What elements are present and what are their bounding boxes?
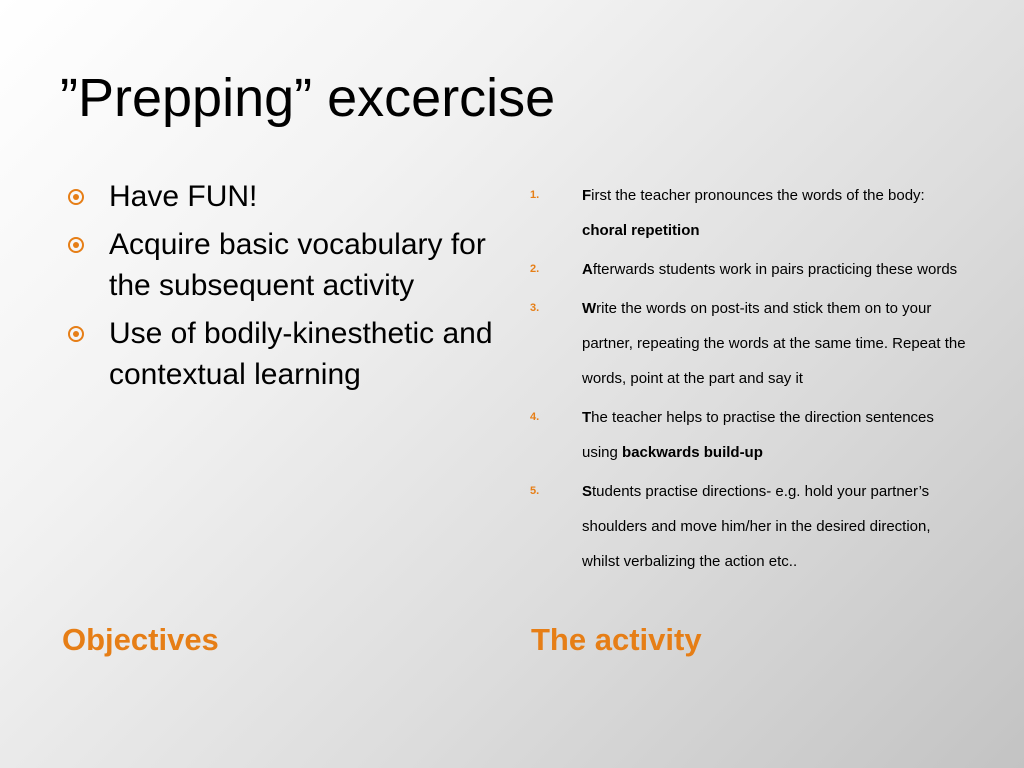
step-initial: F [582,187,592,204]
objective-item [66,313,506,395]
step-emphasis: choral repetition [582,222,700,239]
objective-text: Have FUN! [109,180,258,213]
step-number: 3. [530,302,540,314]
step-initial: S [582,483,593,500]
step-text: tudents practise directions- e.g. hold your partner’s shoulders and move him/her in the desired direction, whilst verbalizing the action etc.. [582,483,931,570]
step-number: 4. [530,411,540,423]
activity-heading: The activity [531,622,702,657]
objectives-heading: Objectives [62,622,219,657]
step-text: irst the teacher pronounces the words of the body: [591,187,925,204]
step-text: he teacher helps to practise the direction sentences using [582,409,934,461]
activity-step [530,252,970,287]
step-initial: W [582,300,597,317]
step-text: rite the words on post-its and stick them on to your partner, repeating the words at the same time. Repeat the words, point at the part and say it [582,300,966,387]
radio-bullet-icon [68,189,84,205]
step-number: 1. [530,189,540,201]
activity-steps-list [530,178,970,583]
activity-step [530,178,970,248]
objective-text: Acquire basic vocabulary for the subsequent activity [109,228,486,302]
step-text: fterwards students work in pairs practicing these words [592,261,958,278]
step-initial: T [582,409,592,426]
activity-step [530,291,970,396]
radio-bullet-icon [68,237,84,253]
activity-step [530,474,970,579]
step-emphasis: backwards build-up [622,444,763,461]
objective-item [66,224,506,306]
step-number: 5. [530,485,540,497]
step-initial: A [582,261,593,278]
objective-text: Use of bodily-kinesthetic and contextual learning [109,317,493,391]
objective-item [66,176,506,217]
activity-step [530,400,970,470]
radio-bullet-icon [68,326,84,342]
slide-title: ”Prepping” excercise [60,68,556,128]
step-number: 2. [530,263,540,275]
objectives-list [66,176,506,402]
